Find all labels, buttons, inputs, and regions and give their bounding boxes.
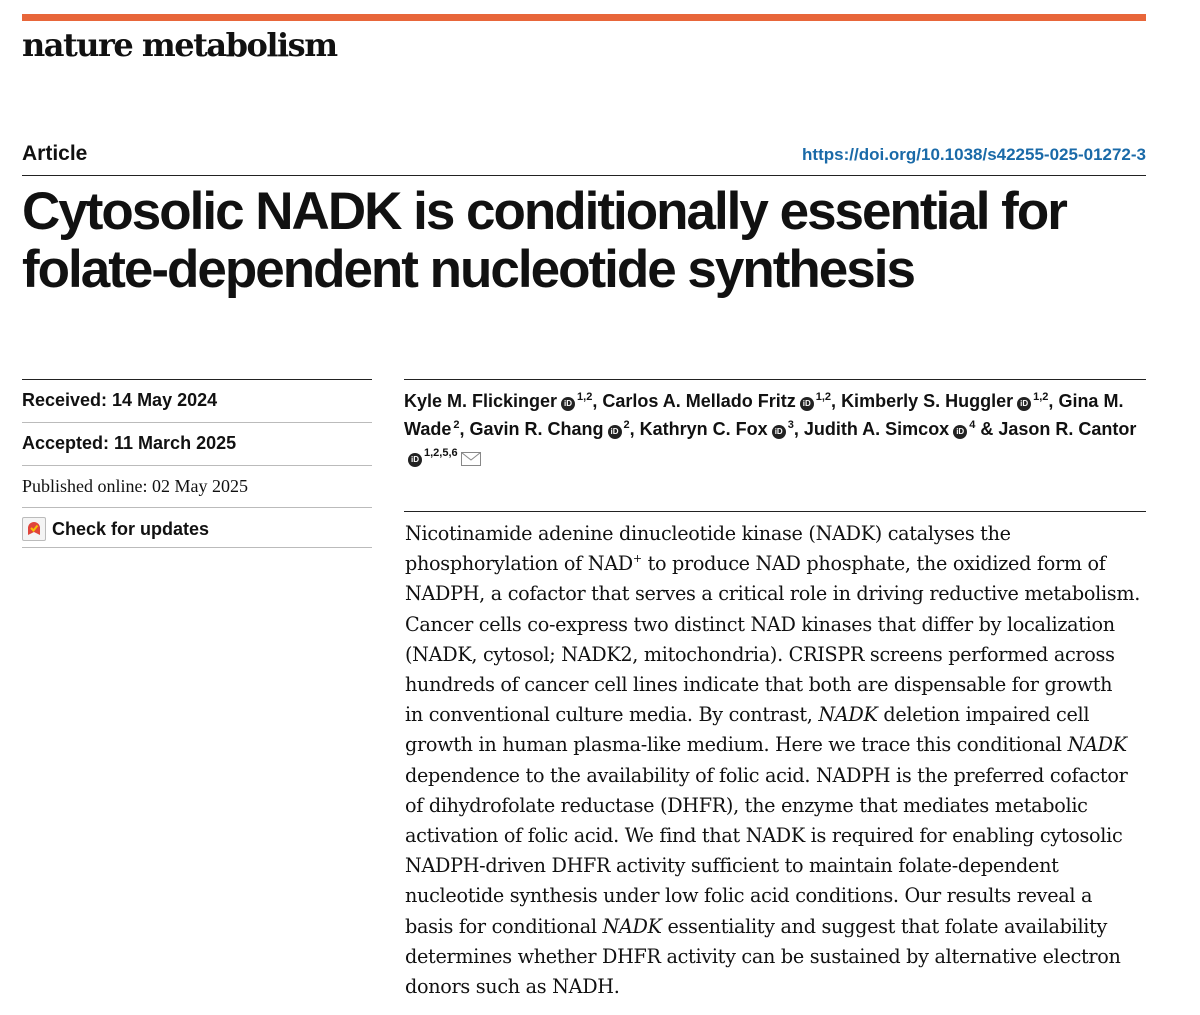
author-affiliation: 2 bbox=[623, 419, 630, 431]
abstract-line: basis for conditional NADK essentiality and suggest that folate availability bbox=[405, 914, 1108, 938]
author-name[interactable]: Carlos A. Mellado Fritz bbox=[602, 391, 796, 411]
author-affiliation: 1,2 bbox=[577, 391, 593, 403]
abstract-line: donors such as NADH. bbox=[405, 975, 620, 999]
author-separator: , bbox=[831, 391, 837, 411]
journal-accent-bar bbox=[22, 14, 1146, 21]
orcid-icon[interactable]: iD bbox=[1017, 397, 1031, 411]
orcid-icon[interactable]: iD bbox=[800, 397, 814, 411]
check-updates-label: Check for updates bbox=[52, 518, 210, 539]
orcid-icon[interactable]: iD bbox=[561, 397, 575, 411]
abstract-line: activation of folic acid. We find that NADK is required for enabling cytosolic bbox=[405, 824, 1123, 848]
received-date: Received: 14 May 2024 bbox=[22, 390, 218, 410]
author-separator: , bbox=[629, 419, 635, 439]
metadata-rule bbox=[22, 547, 372, 548]
author-name[interactable]: Kimberly S. Huggler bbox=[841, 391, 1014, 411]
author-name[interactable]: Kyle M. Flickinger bbox=[404, 391, 558, 411]
check-updates-icon bbox=[22, 517, 46, 541]
article-title: Cytosolic NADK is conditionally essential for folate-dependent nucleotide synthesis bbox=[22, 182, 1066, 299]
author-affiliation: 1,2 bbox=[1033, 391, 1049, 403]
author-name[interactable]: Gina M. Wade bbox=[404, 391, 1124, 439]
abstract bbox=[405, 519, 1150, 1002]
author-entry bbox=[804, 419, 993, 439]
orcid-icon[interactable]: iD bbox=[408, 453, 422, 467]
abstract-line: nucleotide synthesis under low folic acid conditions. Our results reveal a bbox=[405, 884, 1093, 908]
metadata-rule bbox=[22, 422, 372, 423]
abstract-line: hundreds of cancer cell lines indicate that both are dispensable for growth bbox=[405, 673, 1113, 697]
abstract-line: in conventional culture media. By contrast, NADK deletion impaired cell bbox=[405, 703, 1090, 727]
abstract-line: Cancer cells co-express two distinct NAD kinases that differ by localization bbox=[405, 612, 1115, 636]
doi-link[interactable]: https://doi.org/10.1038/s42255-025-01272-3 bbox=[802, 145, 1146, 164]
orcid-icon[interactable]: iD bbox=[772, 425, 786, 439]
author-separator: , bbox=[793, 419, 799, 439]
author-entry bbox=[470, 419, 635, 439]
abstract-line: phosphorylation of NAD+ to produce NAD phosphate, the oxidized form of bbox=[405, 552, 1106, 576]
abstract-line: Nicotinamide adenine dinucleotide kinase (NADK) catalyses the bbox=[405, 522, 1011, 545]
author-name[interactable]: Kathryn C. Fox bbox=[639, 419, 768, 439]
abstract-line: NADPH-driven DHFR activity sufficient to maintain folate-dependent bbox=[405, 854, 1059, 878]
orcid-icon[interactable]: iD bbox=[608, 425, 622, 439]
metadata-rule bbox=[22, 507, 372, 508]
header-divider bbox=[22, 175, 1146, 176]
author-entry bbox=[640, 419, 799, 439]
author-entry bbox=[841, 391, 1053, 411]
author-affiliation: 3 bbox=[787, 419, 794, 431]
journal-name[interactable]: nature metabolism bbox=[22, 26, 337, 64]
author-name[interactable]: Judith A. Simcox bbox=[803, 419, 950, 439]
email-icon[interactable] bbox=[461, 446, 481, 474]
author-name[interactable]: Gavin R. Chang bbox=[469, 419, 604, 439]
abstract-line: determines whether DHFR activity can be sustained by alternative electron bbox=[405, 944, 1121, 968]
abstract-line: NADPH, a cofactor that serves a critical role in driving reductive metabolism. bbox=[405, 582, 1141, 606]
check-for-updates-button[interactable] bbox=[22, 517, 209, 541]
author-name[interactable]: Jason R. Cantor bbox=[998, 419, 1137, 439]
accepted-date: Accepted: 11 March 2025 bbox=[22, 433, 237, 453]
abstract-line: growth in human plasma-like medium. Here we trace this conditional NADK bbox=[405, 733, 1127, 757]
abstract-line: (NADK, cytosol; NADK2, mitochondria). CRISPR screens performed across bbox=[405, 642, 1115, 666]
metadata-divider bbox=[22, 379, 372, 380]
author-affiliation: 4 bbox=[969, 419, 976, 431]
author-entry bbox=[602, 391, 836, 411]
authors-divider bbox=[404, 379, 1146, 380]
author-entry bbox=[404, 391, 597, 411]
metadata-rule bbox=[22, 465, 372, 466]
author-affiliation: 2 bbox=[453, 419, 460, 431]
author-separator: , bbox=[1048, 391, 1054, 411]
author-affiliation: 1,2 bbox=[815, 391, 832, 403]
author-separator: & bbox=[975, 419, 994, 439]
orcid-icon[interactable]: iD bbox=[953, 425, 967, 439]
abstract-divider bbox=[404, 511, 1146, 512]
published-date: Published online: 02 May 2025 bbox=[22, 476, 248, 496]
abstract-line: of dihydrofolate reductase (DHFR), the enzyme that mediates metabolic bbox=[405, 793, 1088, 817]
abstract-line: dependence to the availability of folic acid. NADPH is the preferred cofactor bbox=[405, 763, 1128, 787]
author-affiliation: 1,2,5,6 bbox=[424, 447, 458, 459]
article-type-label: Article bbox=[22, 142, 88, 165]
author-list bbox=[404, 387, 1146, 474]
author-separator: , bbox=[459, 419, 465, 439]
author-separator: , bbox=[592, 391, 598, 411]
